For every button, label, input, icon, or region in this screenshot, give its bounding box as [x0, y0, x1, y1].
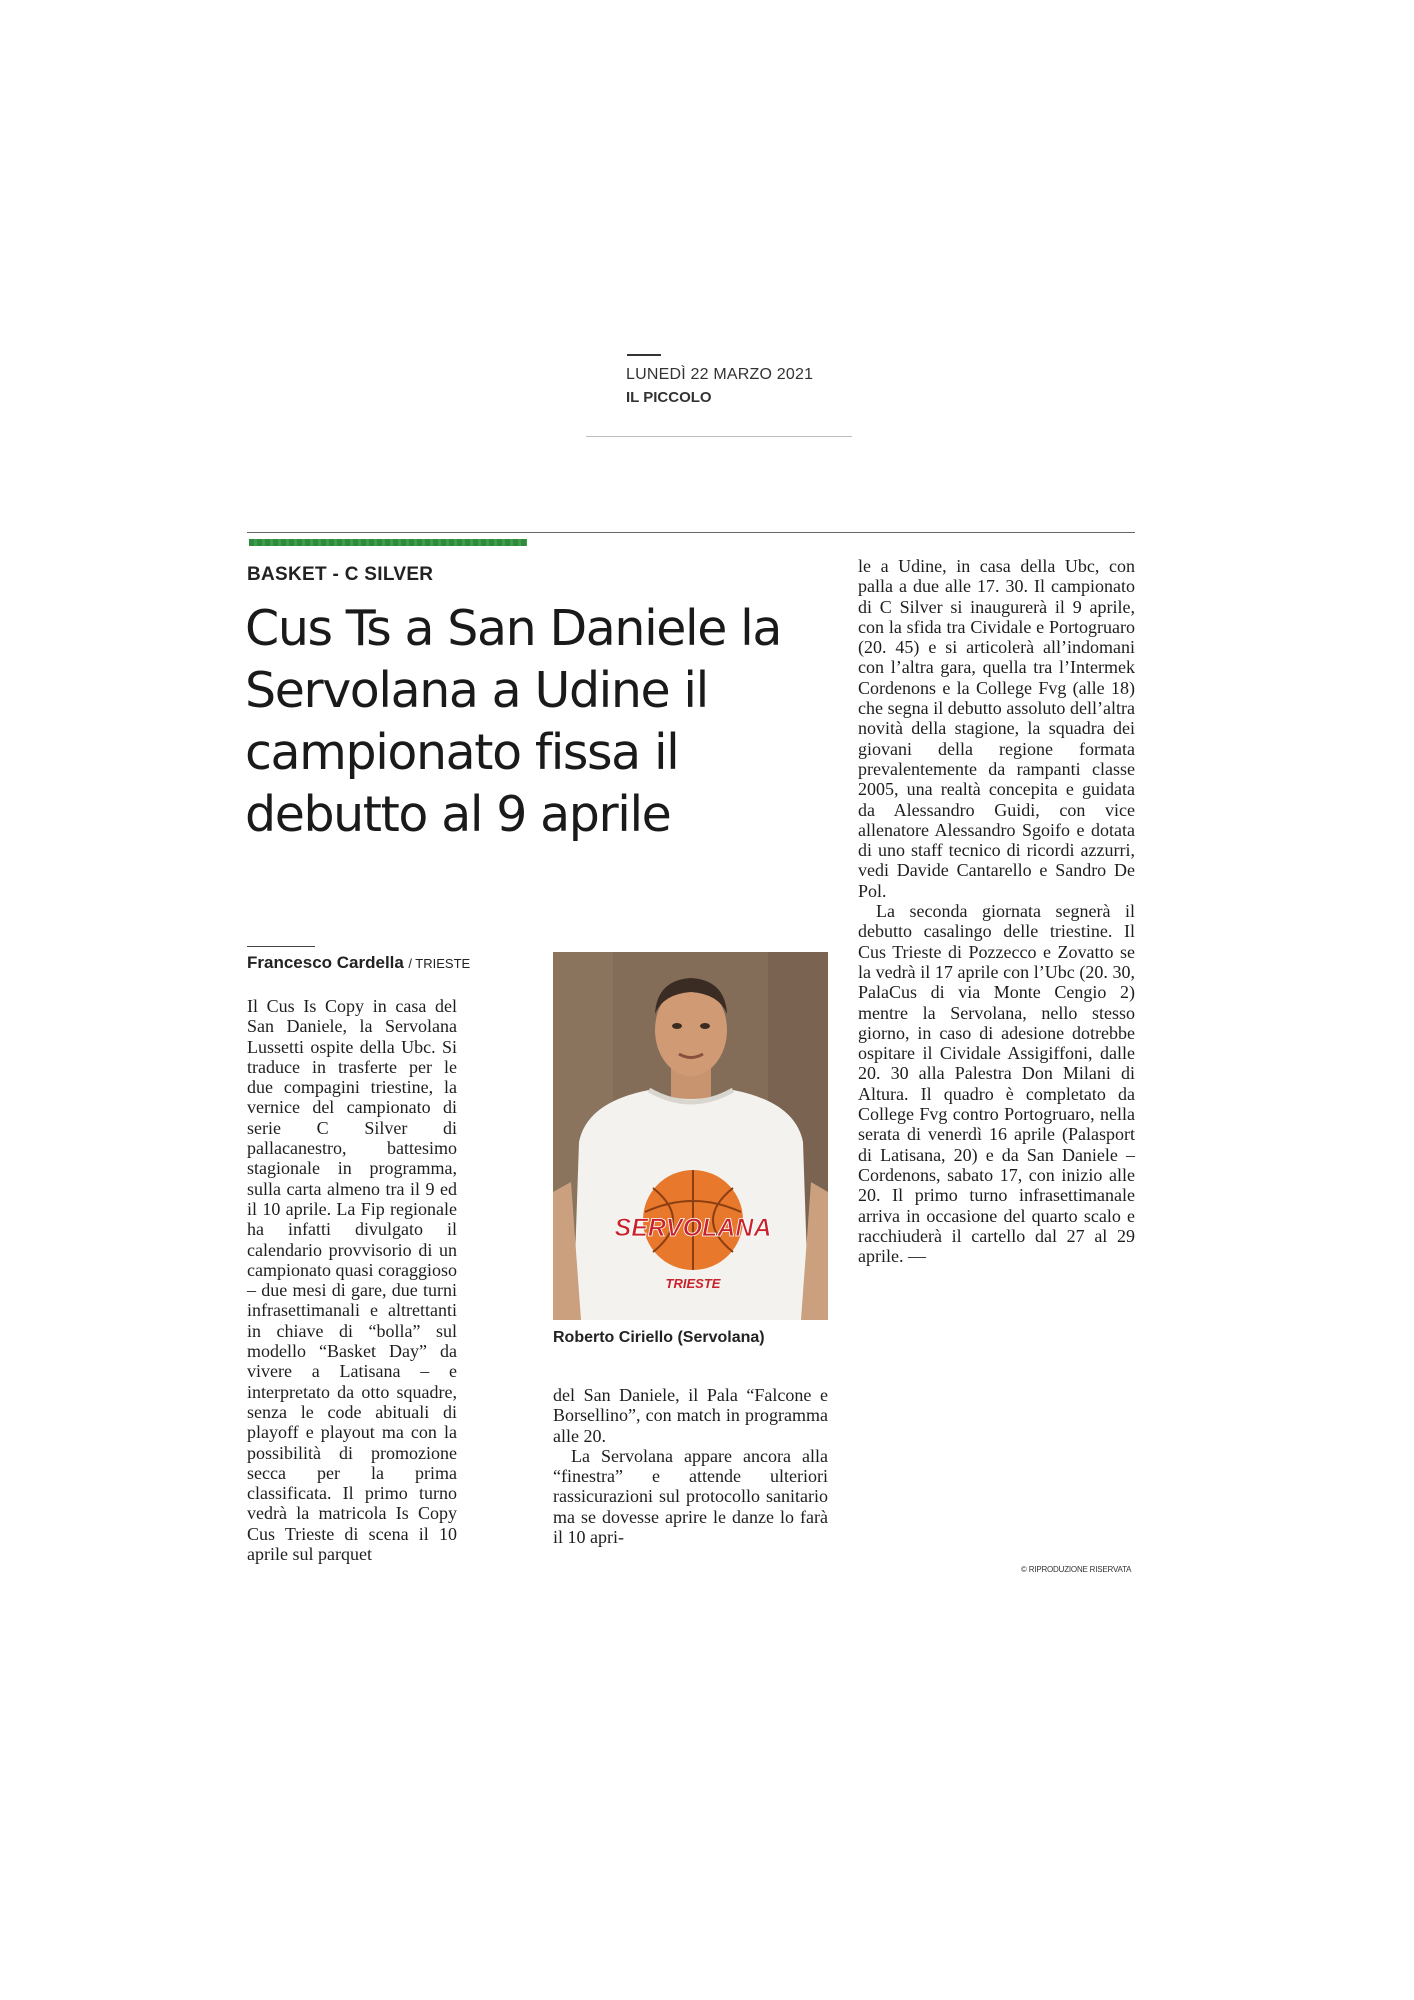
article-column-2: [553, 1385, 828, 1547]
byline: [247, 953, 470, 973]
byline-location: / TRIESTE: [408, 956, 471, 971]
paragraph: La Servolana appare ancora alla “finestra” e attende ulteriori rassicurazioni sul protocollo sanitario ma se dovesse aprire le danze lo farà il 10 apri-: [553, 1445, 828, 1548]
photo-illustration: [553, 952, 828, 1320]
shirt-logo-text: SERVOLANA: [614, 1214, 772, 1242]
masthead-rule: [586, 436, 852, 437]
paragraph: del San Daniele, il Pala “Falcone e Borsellino”, con match in programma alle 20.: [553, 1385, 828, 1446]
paragraph: Il Cus Is Copy in casa del San Daniele, la Servolana Lussetti ospite della Ubc. Si traduce in trasferte per le due compagini triestine, la vernice del campionato di serie C Silver di pallacanestro, battesimo stagionale in programma, sulla carta almeno tra il 9 ed il 10 aprile. La Fip regionale ha infatti divulgato il calendario provvisorio di un campionato quasi coraggioso – due mesi di gare, due turni infrasettimanali e altrettanti in chiave di “bolla” sul modello “Basket Day” da vivere a Latisana – e interpretato da otto squadre, senza le code abituali di playoff e playout ma con la possibilità di promozione secca per la prima classificata. Il primo turno vedrà la matricola Is Copy Cus Trieste di scena il 10 aprile sul parquet: [247, 996, 457, 1565]
article-column-1: [247, 996, 457, 1564]
article-column-3: [858, 556, 1135, 1266]
byline-author: Francesco Cardella: [247, 953, 404, 972]
article-headline: Cus Ts a San Daniele la Servolana a Udine il campionato fissa il debutto al 9 aprile: [245, 600, 782, 843]
masthead-dash: [627, 354, 661, 356]
shirt-city-text: TRIESTE: [665, 1276, 721, 1291]
copyright-notice: © RIPRODUZIONE RISERVATA: [1021, 1565, 1132, 1574]
article-photo: [553, 952, 828, 1320]
photo-caption: Roberto Ciriello (Servolana): [553, 1329, 765, 1346]
masthead: [582, 340, 852, 440]
paragraph: le a Udine, in casa della Ubc, con palla a due alle 17. 30. Il campionato di C Silver si inaugurerà il 9 aprile, con la sfida tra Cividale e Portogruaro (20. 45) e si articolerà all’indomani con l’altra gara, quella tra l’Intermek Cordenons e la College Fvg (alle 18) che segna il debutto assoluto dell’altra novità della stagione, la squadra dei giovani della regione formata prevalentemente da rampanti classe 2005, una realtà concepita e guidata da Alessandro Guidi, con vice allenatore Alessandro Sgoifo e dotata di uno staff tecnico di ricordi azzurri, vedi Davide Cantarello e Sandro De Pol.: [858, 556, 1135, 901]
section-top-rule: [247, 532, 1135, 533]
article-kicker: BASKET - C SILVER: [247, 564, 434, 585]
newspaper-name: IL PICCOLO: [626, 389, 712, 406]
section-color-bar: [249, 539, 527, 546]
byline-rule: [247, 946, 315, 947]
paragraph: La seconda giornata segnerà il debutto casalingo delle triestine. Il Cus Trieste di Pozzecco e Zovatto se la vedrà il 17 aprile con l’Ubc (20. 30, PalaCus di via Monte Cengio 2) mentre la Servolana, nello stesso giorno, in caso di adesione dotrebbe ospitare il Cividale Assigiffoni, dalle 20. 30 alla Palestra Don Milani di Altura. Il quadro è completato da College Fvg contro Portogruaro, nella serata di venerdì 16 aprile (Palasport di Latisana, 20) e da San Daniele – Cordenons, sabato 17, con inizio alle 20. Il primo turno infrasettimanale arriva in occasione del quarto scalo e racchiuderà il cartello dal 27 al 29 aprile. —: [858, 901, 1135, 1267]
issue-date: LUNEDÌ 22 MARZO 2021: [626, 366, 814, 383]
